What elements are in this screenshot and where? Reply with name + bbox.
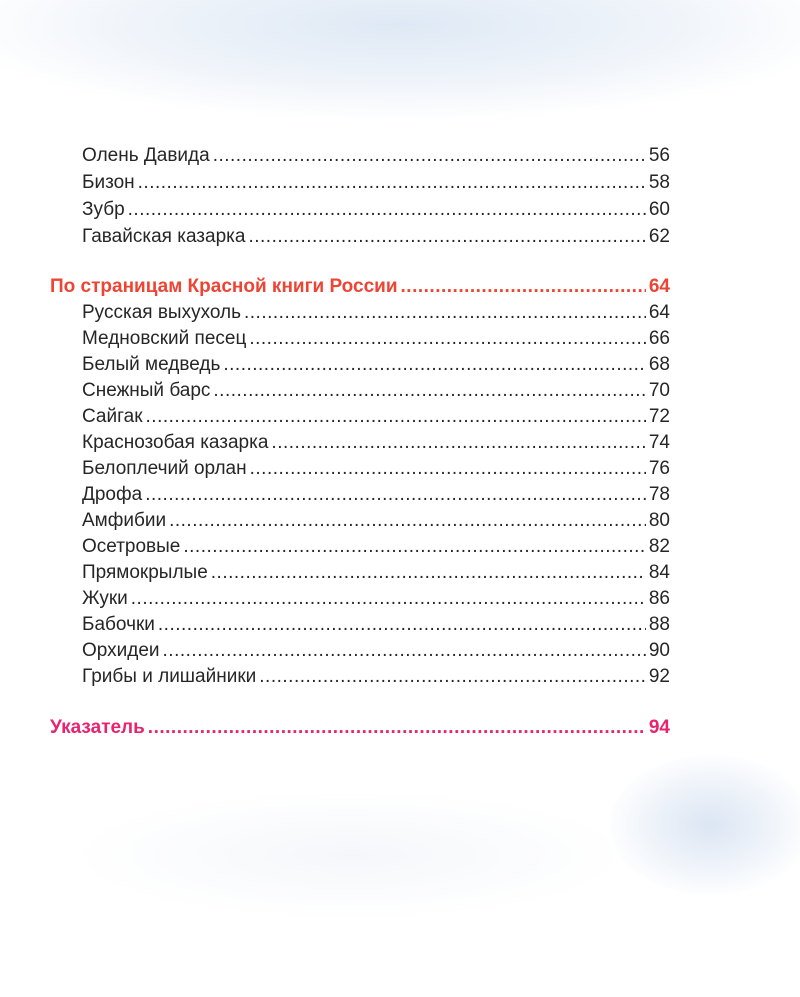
toc-entry-page: 66 xyxy=(648,328,670,349)
toc-entry-page: 76 xyxy=(648,458,670,479)
toc-section-index[interactable] xyxy=(50,715,670,741)
toc-entry-title: Бизон xyxy=(82,172,135,193)
toc-entry-title: Зубр xyxy=(82,199,125,220)
toc-entry[interactable] xyxy=(82,352,670,378)
toc-entry-page: 56 xyxy=(648,145,670,166)
toc-entry-page: 58 xyxy=(648,172,670,193)
toc-entry-title: Осетровые xyxy=(82,536,181,557)
dot-leader xyxy=(148,715,646,741)
paper-stain xyxy=(610,755,800,895)
toc-entry-title: Олень Давида xyxy=(82,145,210,166)
dot-leader xyxy=(271,430,645,456)
toc-entry-title: Снежный барс xyxy=(82,380,211,401)
toc-entry-title: Амфибии xyxy=(82,510,167,531)
paper-stain xyxy=(0,0,800,120)
toc-entry-title: Белоплечий орлан xyxy=(82,458,247,479)
toc-entry-title: Русская выхухоль xyxy=(82,302,241,323)
toc-entry-page: 64 xyxy=(648,302,670,323)
dot-leader xyxy=(183,534,645,560)
toc-entry[interactable] xyxy=(82,508,670,534)
toc-entry-page: 82 xyxy=(648,536,670,557)
toc-entry-title: Гавайская казарка xyxy=(82,226,246,247)
dot-leader xyxy=(163,638,646,664)
toc-entry[interactable] xyxy=(82,560,670,586)
toc-entry-page: 80 xyxy=(648,510,670,531)
toc-entry[interactable] xyxy=(82,586,670,612)
dot-leader xyxy=(244,300,646,326)
toc-section-title: По страницам Красной книги России xyxy=(50,276,398,297)
toc-entry-title: Краснозобая казарка xyxy=(82,432,269,453)
dot-leader xyxy=(146,404,646,430)
toc-entry-page: 92 xyxy=(648,666,670,687)
toc-entry-page: 60 xyxy=(648,199,670,220)
paper-stain xyxy=(70,790,630,920)
toc-entry-page: 86 xyxy=(648,588,670,609)
toc-entry[interactable] xyxy=(82,170,670,196)
toc-entry[interactable] xyxy=(82,482,670,508)
toc-entry-page: 90 xyxy=(648,640,670,661)
toc-entry-title: Грибы и лишайники xyxy=(82,666,257,687)
dot-leader xyxy=(249,326,646,352)
toc-entry-page: 78 xyxy=(648,484,670,505)
toc-entry-page: 68 xyxy=(648,354,670,375)
toc-section-page: 94 xyxy=(648,717,670,738)
toc-entry[interactable] xyxy=(82,456,670,482)
toc-entry-title: Медновский песец xyxy=(82,328,247,349)
dot-leader xyxy=(138,170,646,196)
toc-section-red-book[interactable] xyxy=(50,274,670,300)
toc-entry[interactable] xyxy=(82,534,670,560)
dot-leader xyxy=(213,378,645,404)
toc-entry[interactable] xyxy=(82,404,670,430)
dot-leader xyxy=(248,224,645,250)
dot-leader xyxy=(158,612,646,638)
toc-entry-page: 70 xyxy=(648,380,670,401)
toc-entry[interactable] xyxy=(82,326,670,352)
toc-entry[interactable] xyxy=(82,638,670,664)
toc-entry-title: Прямокрылые xyxy=(82,562,208,583)
toc-section-title: Указатель xyxy=(50,717,145,738)
toc-entry-page: 74 xyxy=(648,432,670,453)
toc-entry-title: Жуки xyxy=(82,588,128,609)
toc-section-page: 64 xyxy=(648,276,670,297)
dot-leader xyxy=(223,352,646,378)
toc-entry[interactable] xyxy=(82,143,670,169)
dot-leader xyxy=(145,482,646,508)
toc-entry[interactable] xyxy=(82,300,670,326)
dot-leader xyxy=(250,456,646,482)
dot-leader xyxy=(213,143,646,169)
dot-leader xyxy=(211,560,646,586)
toc-entry-title: Орхидеи xyxy=(82,640,160,661)
toc-entry-title: Белый медведь xyxy=(82,354,221,375)
toc-entry[interactable] xyxy=(82,612,670,638)
toc-entry[interactable] xyxy=(82,378,670,404)
toc-entry-page: 72 xyxy=(648,406,670,427)
toc-entry-title: Дрофа xyxy=(82,484,143,505)
toc-entry[interactable] xyxy=(82,224,670,250)
toc-entry-title: Сайгак xyxy=(82,406,143,427)
dot-leader xyxy=(259,664,646,690)
toc-entry[interactable] xyxy=(82,197,670,223)
dot-leader xyxy=(401,274,646,300)
toc-entry-page: 84 xyxy=(648,562,670,583)
toc-entry-page: 62 xyxy=(648,226,670,247)
dot-leader xyxy=(128,197,646,223)
toc-entry[interactable] xyxy=(82,664,670,690)
toc-entry[interactable] xyxy=(82,430,670,456)
dot-leader xyxy=(131,586,646,612)
toc-entry-page: 88 xyxy=(648,614,670,635)
toc-entry-title: Бабочки xyxy=(82,614,155,635)
dot-leader xyxy=(169,508,646,534)
